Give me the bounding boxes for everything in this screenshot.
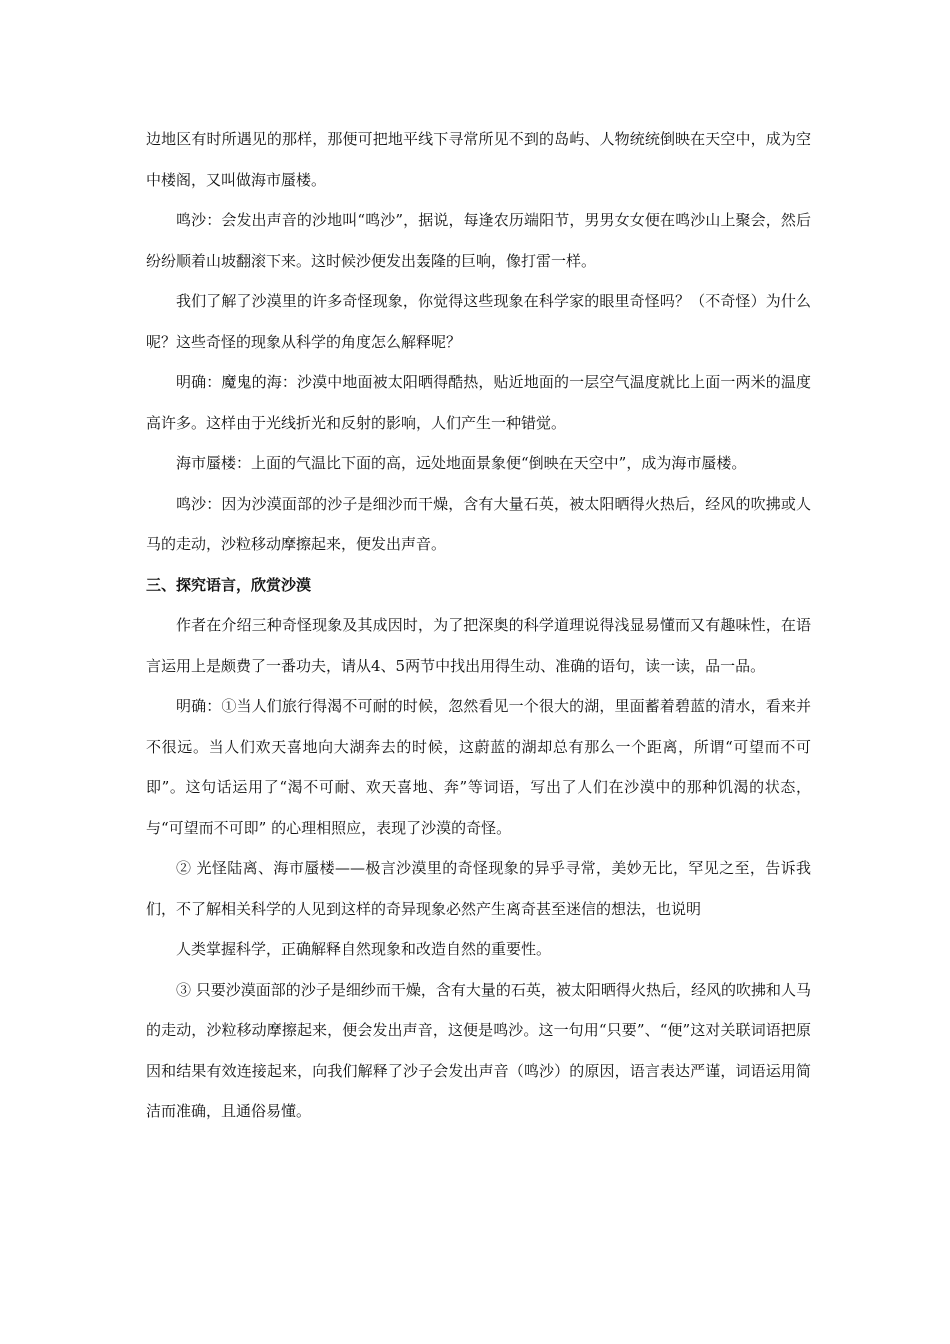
paragraph-answer-1: 明确：①当人们旅行得渴不可耐的时候，忽然看见一个很大的湖，里面蓄着碧蓝的清水，看来并不很远。当人们欢天喜地向大湖奔去的时候，这蔚蓝的湖却总有那么一个距离，所谓“可望而不可即”。这句话运用了“渴不可耐、欢天喜地、奔”等词语，写出了人们在沙漠中的那种饥渴的状态，与“可望而不可即” 的心理相照应，表现了沙漠的奇怪。 [146, 697, 811, 837]
document-body [146, 119, 811, 1132]
paragraph-answer-2-continued: 人类掌握科学，正确解释自然现象和改造自然的重要性。 [176, 940, 552, 958]
paragraph-answer-2: ② 光怪陆离、海市蜃楼——极言沙漠里的奇怪现象的异乎寻常，美妙无比，罕见之至，告诉我们，不了解相关科学的人见到这样的奇异现象必然产生离奇甚至迷信的想法，也说明 [146, 859, 811, 918]
paragraph-language-task: 作者在介绍三种奇怪现象及其成因时，为了把深奥的科学道理说得浅显易懂而又有趣味性，在语言运用上是颇费了一番功夫，请从4、5两节中找出用得生动、准确的语句，读一读，品一品。 [146, 616, 811, 675]
section-heading-3: 三、探究语言，欣赏沙漠 [146, 575, 312, 594]
paragraph-answer-singing-sand: 鸣沙：因为沙漠面部的沙子是细沙而干燥，含有大量石英，被太阳晒得火热后，经风的吹拂或人马的走动，沙粒移动摩擦起来，便发出声音。 [146, 494, 811, 553]
paragraph-mirage-continued: 边地区有时所遇见的那样，那便可把地平线下寻常所见不到的岛屿、人物统统倒映在天空中，成为空中楼阁，又叫做海市蜃楼。 [146, 130, 811, 189]
paragraph-singing-sand: 鸣沙：会发出声音的沙地叫“鸣沙”，据说，每逢农历端阳节，男男女女便在鸣沙山上聚会，然后纷纷顺着山坡翻滚下来。这时候沙便发出轰隆的巨响，像打雷一样。 [146, 211, 811, 270]
paragraph-answer-mirage: 海市蜃楼：上面的气温比下面的高，远处地面景象便“倒映在天空中”，成为海市蜃楼。 [176, 454, 747, 472]
paragraph-answer-devil-sea: 明确：魔鬼的海：沙漠中地面被太阳晒得酷热，贴近地面的一层空气温度就比上面一两米的温度高许多。这样由于光线折光和反射的影响，人们产生一种错觉。 [146, 373, 811, 432]
paragraph-question: 我们了解了沙漠里的许多奇怪现象，你觉得这些现象在科学家的眼里奇怪吗？（不奇怪）为什么呢？这些奇怪的现象从科学的角度怎么解释呢？ [146, 292, 811, 351]
paragraph-answer-3: ③ 只要沙漠面部的沙子是细纱而干燥，含有大量的石英，被太阳晒得火热后，经风的吹拂和人马的走动，沙粒移动摩擦起来，便会发出声音，这便是鸣沙。这一句用“只要”、“便”这对关联词语把原因和结果有效连接起来，向我们解释了沙子会发出声音（鸣沙）的原因，语言表达严谨，词语运用简洁而准确，且通俗易懂。 [146, 980, 811, 1120]
